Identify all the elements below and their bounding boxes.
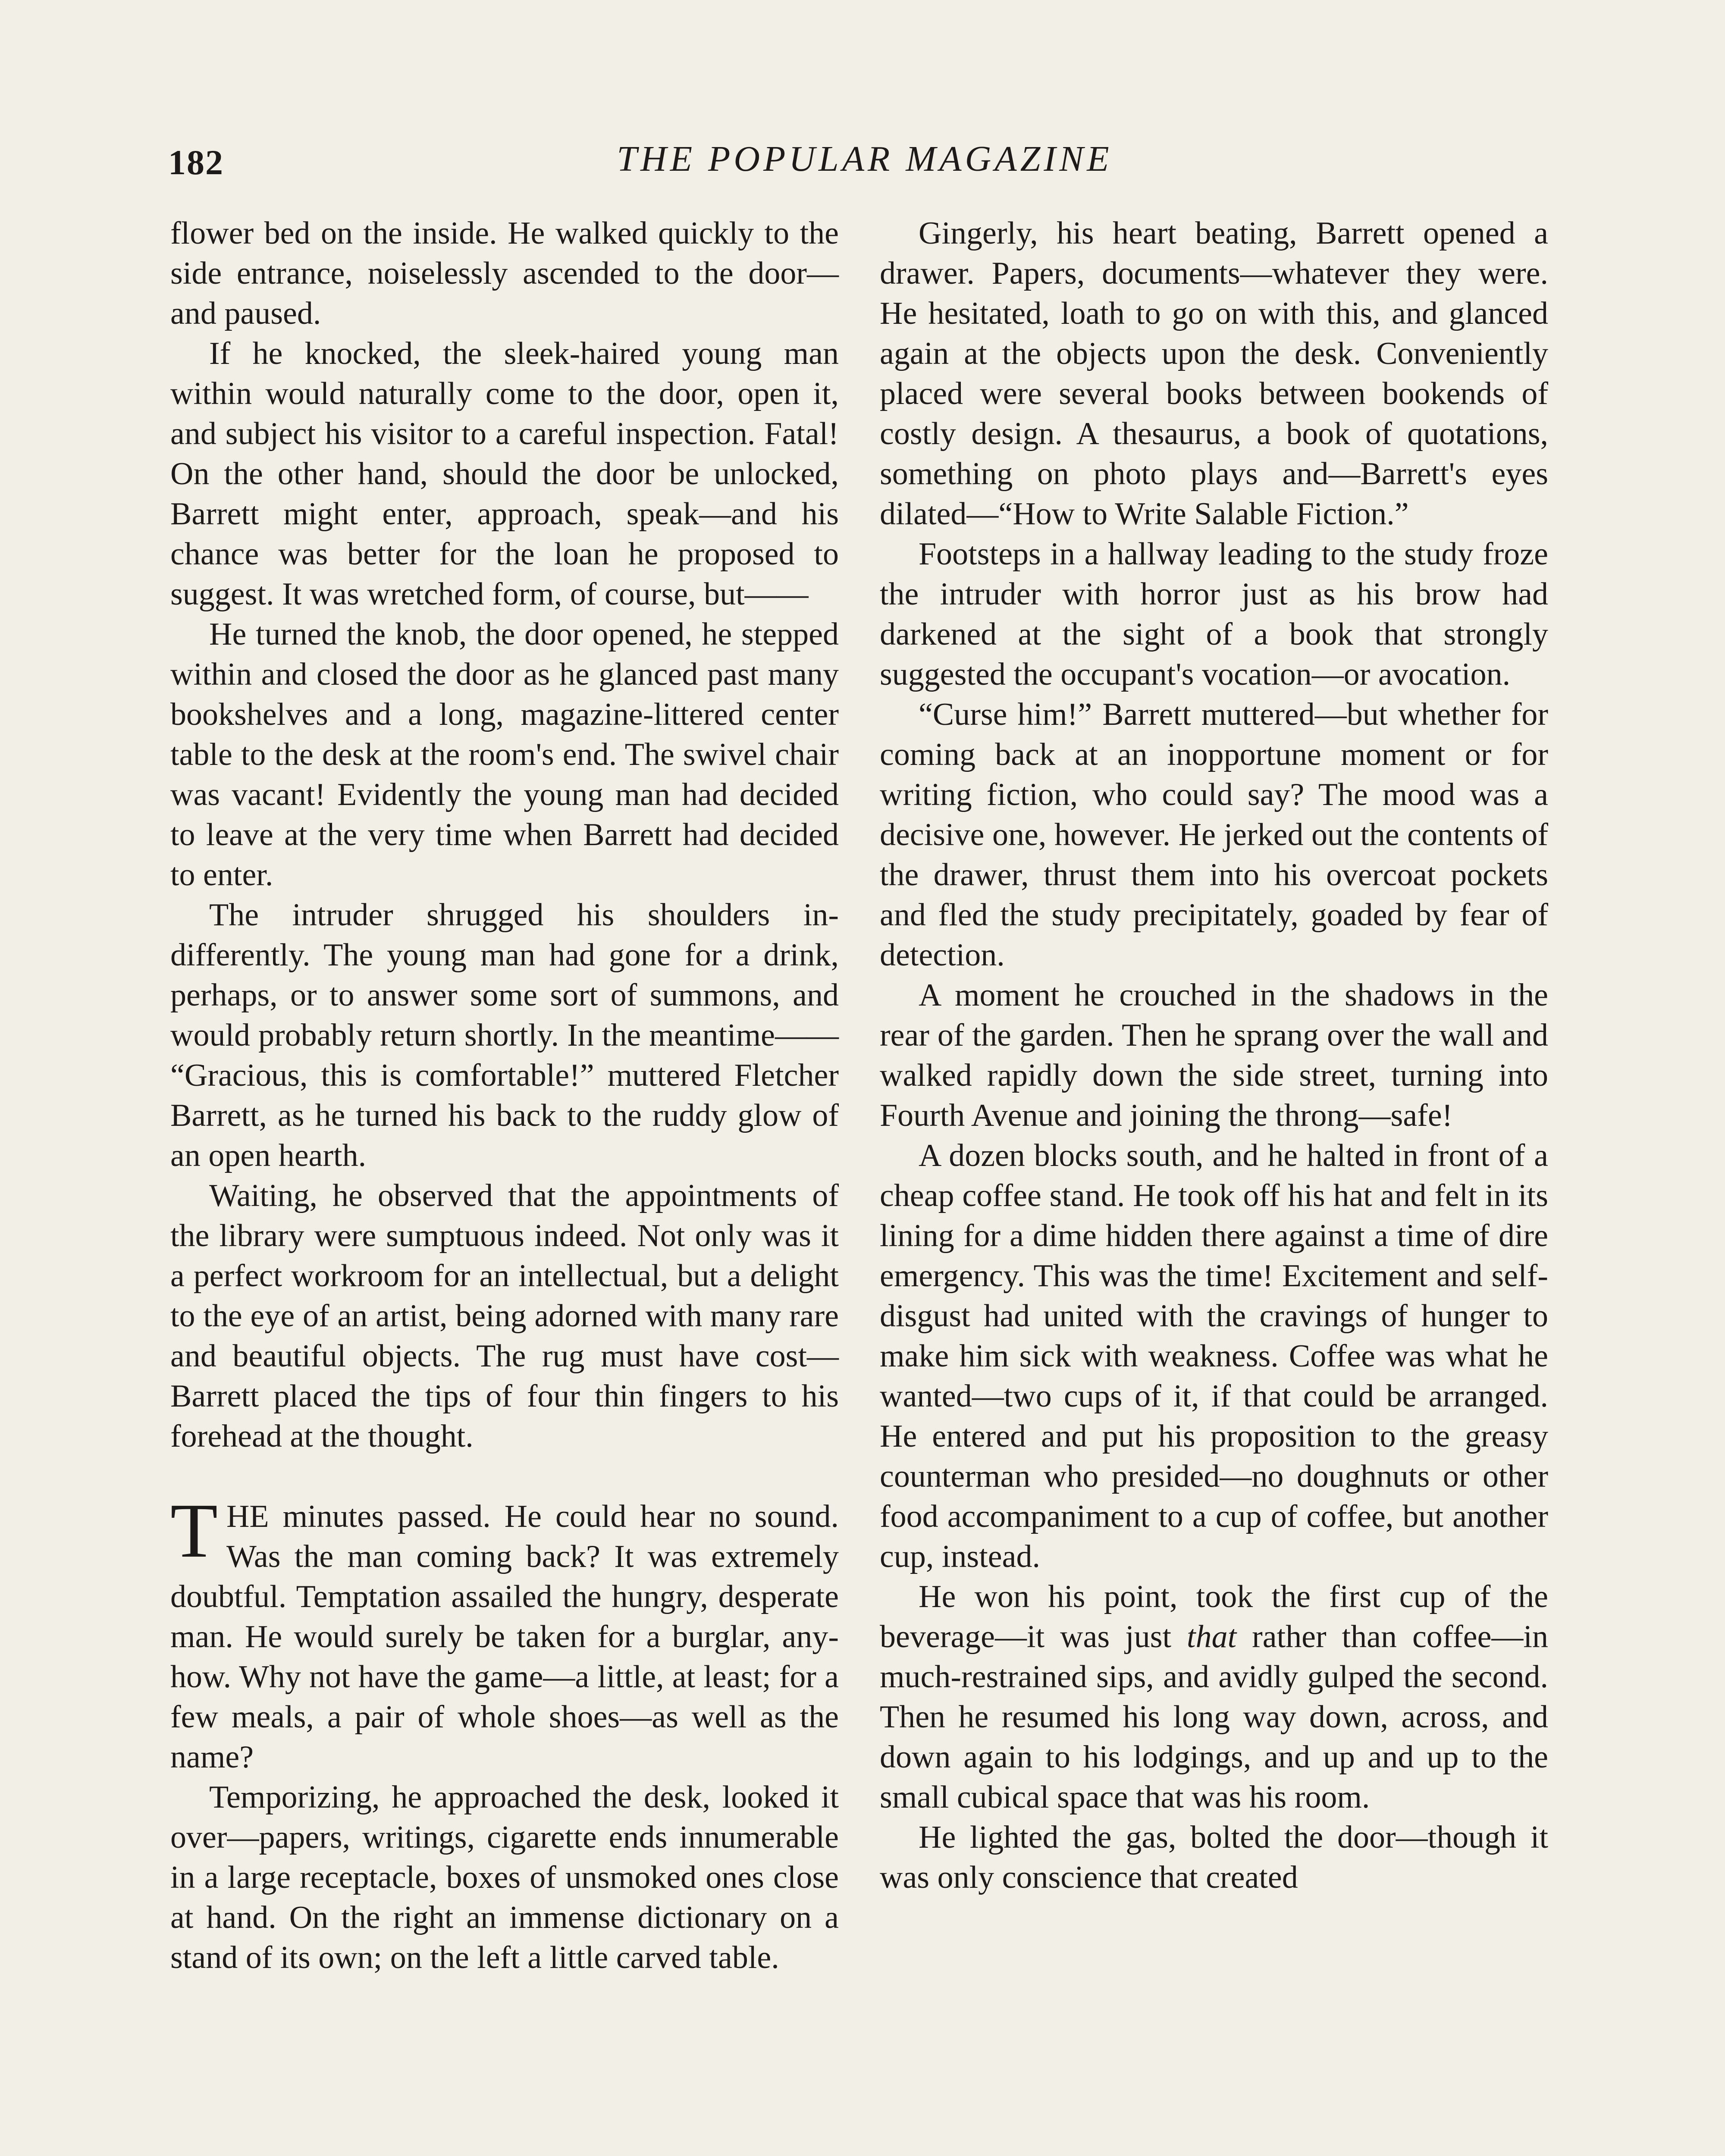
page-header [168,134,1561,198]
emphasis-text: that [1187,1619,1237,1655]
left-column [170,213,839,1978]
paragraph: If he knocked, the sleek-haired young man within would naturally come to the door, open it, and subject his visitor to a careful inspection. Fatal! On the other hand, should the door be unlocked, Barrett might enter, approach, speak—and his chance was better for the loan he proposed to suggest. It was wretched form, of course, but—— [170,336,839,612]
paragraph: Gingerly, his heart beating, Barrett opened a drawer. Papers, documents—whatever they were. He hesitated, loath to go on with this, and glanced again at the objects upon the desk. Conveniently placed were several books between bookends of costly design. A thesaurus, a book of quotations, something on photo plays and—Barrett's eyes dilated—“How to Write Salable Fiction.” [880,216,1548,532]
running-head: THE POPULAR MAGAZINE [617,139,1113,179]
paragraph: The intruder shrugged his shoulders indifferently. The young man had gone for a drink, perhaps, or to answer some sort of summons, and would probably return shortly. In the meantime—— “Gracious, this is comfortable!” muttered Fletcher Barrett, as he turned his back to the ruddy glow of an open hearth. [170,897,839,1173]
paragraph: Waiting, he observed that the appointments of the library were sumptuous indeed. Not only was it a perfect workroom for an intellectual, but a delight to the eye of an artist, being adorned with many rare and beautiful objects. The rug must have cost—Barrett placed the tips of four thin fingers to his forehead at the thought. [170,1178,839,1454]
drop-cap: T [170,1488,218,1573]
paragraph: He lighted the gas, bolted the door—though it was only conscience that created [880,1820,1548,1895]
paragraph: He turned the knob, the door opened, he stepped within and closed the door as he glanced past many bookshelves and a long, magazine-littered center table to the desk at the room's end. The swivel chair was vacant! Evidently the young man had decided to leave at the very time when Barrett had decided to enter. [170,617,839,893]
right-column [880,213,1548,1898]
page-number: 182 [168,143,224,182]
paragraph [880,1577,1548,1818]
paragraph-text: rather than coffee—in much-restrained sips, and avidly gulped the second. Then he resumed his long way down, across, and down again to his lodgings, and up and up to the small cubical space that was his room. [880,1619,1548,1815]
paragraph: flower bed on the inside. He walked quickly to the side entrance, noiselessly ascended to the door—and paused. [170,216,839,331]
paragraph-text: He won his point, took the first cup of the beverage—it was just [880,1579,1548,1655]
section-paragraph [170,1488,839,1777]
paragraph: Footsteps in a hallway leading to the study froze the intruder with horror just as his brow had darkened at the sight of a book that strongly suggested the occupant's vocation—or avocation. [880,536,1548,692]
paragraph: Temporizing, he approached the desk, looked it over—papers, writings, cigarette ends innumerable in a large receptacle, boxes of unsmoked ones close at hand. On the right an immense dictionary on a stand of its own; on the left a little carved table. [170,1780,839,1975]
paragraph-text: HE minutes passed. He could hear no sound. Was the man coming back? It was extremely doubtful. Temptation assailed the hungry, desperate man. He would surely be taken for a burglar, anyhow. Why not have the game—a little, at least; for a few meals, a pair of whole shoes—as well as the name? [170,1499,839,1775]
paragraph: “Curse him!” Barrett muttered—but whether for coming back at an inopportune moment or for writing fiction, who could say? The mood was a decisive one, however. He jerked out the contents of the drawer, thrust them into his overcoat pockets and fled the study precipitately, goaded by fear of detection. [880,697,1548,973]
paragraph: A moment he crouched in the shadows in the rear of the garden. Then he sprang over the wall and walked rapidly down the side street, turning into Fourth Avenue and joining the throng—safe! [880,978,1548,1133]
paragraph: A dozen blocks south, and he halted in front of a cheap coffee stand. He took off his hat and felt in its lining for a dime hidden there against a time of dire emergency. This was the time! Excitement and self-disgust had united with the cravings of hunger to make him sick with weakness. Coffee was what he wanted—two cups of it, if that could be arranged. He entered and put his proposition to the greasy counterman who presided—no doughnuts or other food accompaniment to a cup of coffee, but another cup, instead. [880,1138,1548,1574]
